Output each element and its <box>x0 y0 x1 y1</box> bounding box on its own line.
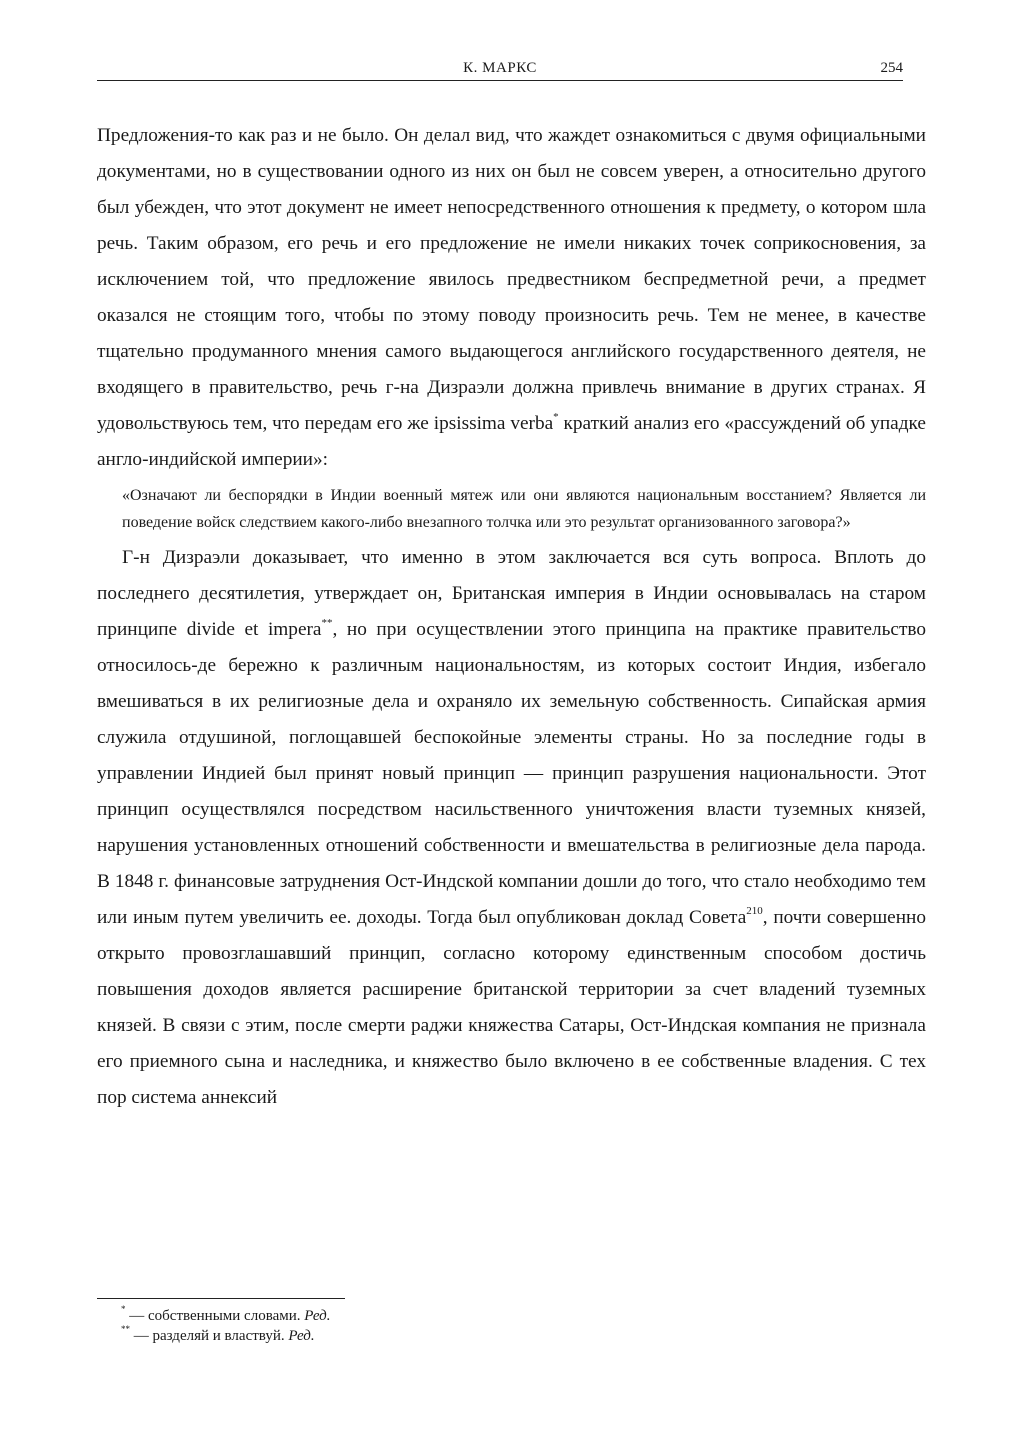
paragraph-2 <box>97 540 926 1116</box>
block-quote <box>97 482 926 536</box>
footnote-2-mark: ** <box>121 1324 130 1334</box>
footnote-1-editor: Ред. <box>304 1308 331 1324</box>
paragraph-1-text-a: Предложения-то как раз и не было. Он делал вид, что жаждет ознакомиться с двумя официальными документами, но в существовании одного из них он был не совсем уверен, а относительно другого был убежден, что этот документ не имеет непосредственного отношения к предмету, о котором шла речь. Таким образом, его речь и его предложение не имели никаких точек соприкосновения, за исключением той, что предложение явилось предвестником беспредметной речи, а предмет оказался не стоящим того, чтобы по этому поводу произносить речь. Тем не менее, в качестве тщательно продуманного мнения самого выдающегося английского государственного деятеля, не входящего в правительство, речь г-на Дизраэли должна привлечь внимание в других странах. Я удовольствуюсь тем, что передам его же ipsissima verba <box>97 125 926 434</box>
footnotes <box>121 1306 821 1346</box>
paragraph-1 <box>97 118 926 478</box>
running-head-author: К. МАРКС <box>463 60 537 76</box>
footnote-ref-1: * <box>553 410 559 423</box>
page-number: 254 <box>880 60 903 76</box>
block-quote-text: «Означают ли беспорядки в Индии военный мятеж или они являются национальным восстанием? Является ли поведение войск следствием какого-либо внезапного толчка или это результат организованного заговора?» <box>122 487 926 531</box>
footnote-2-editor: Ред. <box>288 1328 315 1344</box>
paragraph-1-text-b: краткий анализ его «рассуждений об упадке англо-индийской империи»: <box>97 413 926 470</box>
footnote-1-text: — собственными словами. <box>125 1308 305 1324</box>
running-head <box>97 58 903 81</box>
footnote-ref-2: ** <box>321 616 333 629</box>
paragraph-2-text-a: Г-н Дизраэли доказывает, что именно в этом заключается вся суть вопроса. Вплоть до последнего десятилетия, утверждает он, Британская империя в Индии основывалась на старом принципе divide et impera <box>97 547 926 640</box>
footnote-rule <box>97 1298 345 1299</box>
paragraph-2-text-c: , почти совершенно открыто провозглашавший принцип, согласно которому единственным способом достичь повышения доходов является расширение британской территории за счет владений туземных князей. В связи с этим, после смерти раджи княжества Сатары, Ост-Индская компания не признала его приемного сына и наследника, и княжество было включено в ее собственные владения. С тех пор система аннексий <box>97 907 926 1108</box>
footnote-1-mark: * <box>121 1304 126 1314</box>
endnote-ref-210: 210 <box>746 904 763 917</box>
footnote-2-text: — разделяй и властвуй. <box>130 1328 289 1344</box>
footnote-2 <box>121 1326 821 1346</box>
footnote-1 <box>121 1306 821 1326</box>
paragraph-2-text-b: , но при осуществлении этого принципа на практике правительство относилось-де бережно к различным национальностям, из которых состоит Индия, избегало вмешиваться в их религиозные дела и охраняло их земельную собственность. Сипайская армия служила отдушиной, поглощавшей беспокойные элементы страны. Но за последние годы в управлении Индией был принят новый принцип — принцип разрушения национальности. Этот принцип осуществлялся посредством насильственного уничтожения власти туземных князей, нарушения установленных отношений собственности и вмешательства в религиозные дела парода. В 1848 г. финансовые затруднения Ост-Индской компании дошли до того, что стало необходимо тем или иным путем увеличить ее. доходы. Тогда был опубликован доклад Совета <box>97 619 927 928</box>
main-text <box>97 118 926 1116</box>
